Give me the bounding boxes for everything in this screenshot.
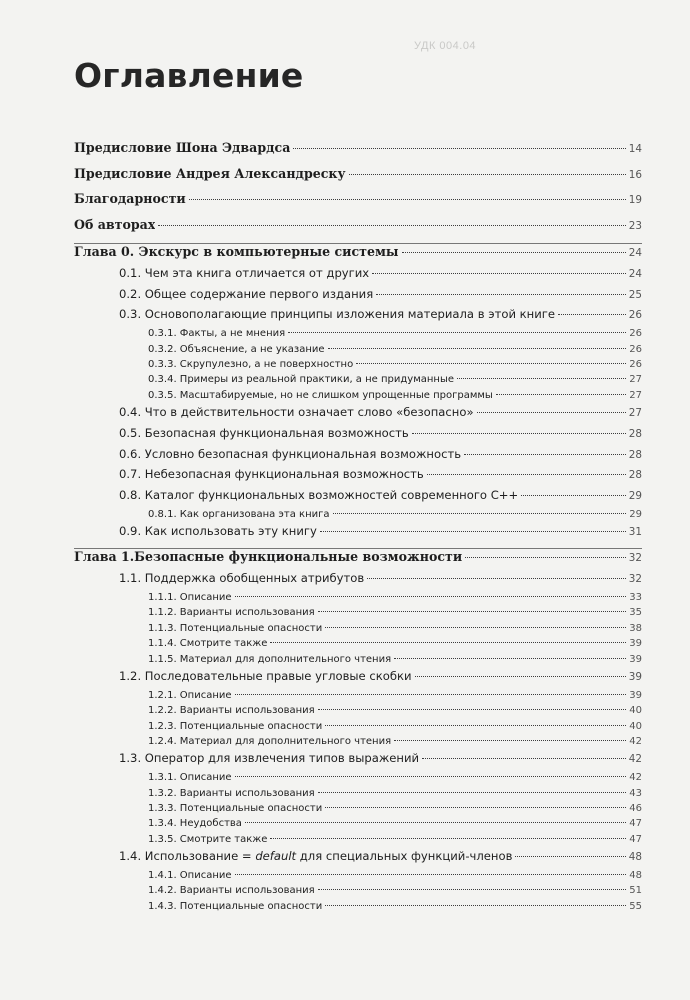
toc-subsection-entry[interactable] <box>74 374 642 389</box>
toc-page-number: 28 <box>628 427 642 440</box>
toc-entry-text: 1.1.4. Смотрите также <box>148 638 268 650</box>
toc-subsection-entry[interactable] <box>74 623 642 638</box>
toc-page-number: 33 <box>629 592 642 604</box>
toc-subsection-entry[interactable] <box>74 607 642 622</box>
toc-page-number: 27 <box>629 374 642 386</box>
toc-page-number: 42 <box>629 772 642 784</box>
toc-page-number: 46 <box>629 802 642 814</box>
toc-page-number: 19 <box>628 194 642 207</box>
toc-entry-text: 0.3.2. Объяснение, а не указание <box>148 343 325 355</box>
leader-dots <box>349 174 626 175</box>
toc-section-entry[interactable] <box>74 447 642 468</box>
leader-dots <box>394 658 626 659</box>
toc-entry-text: 1.1.1. Описание <box>148 592 232 604</box>
toc-subsection-entry[interactable] <box>74 721 642 736</box>
leader-dots <box>402 252 626 253</box>
leader-dots <box>318 709 627 710</box>
chapter-0-items <box>74 266 642 546</box>
toc-entry-text <box>119 849 512 863</box>
toc-page-number: 26 <box>628 309 642 322</box>
toc-entry-text-part: 1.4. Использование = <box>119 849 256 864</box>
toc-subsection-entry[interactable] <box>74 509 642 524</box>
toc-section-entry[interactable] <box>74 524 642 545</box>
toc-entry-text: 0.4. Что в действительности означает слово «безопасно» <box>119 405 474 420</box>
toc-page-number: 28 <box>628 469 642 482</box>
leader-dots <box>245 822 626 823</box>
toc-entry-text: 0.6. Условно безопасная функциональная возможность <box>119 446 462 461</box>
toc-page-number: 48 <box>629 869 642 881</box>
toc-subsection-entry[interactable] <box>74 690 642 705</box>
leader-dots <box>427 474 626 475</box>
leader-dots <box>394 740 626 741</box>
toc-page-number: 29 <box>629 509 642 521</box>
toc-entry-text: 1.1. Поддержка обобщенных атрибутов <box>119 571 365 586</box>
leader-dots <box>325 725 626 726</box>
toc-entry-text: 1.4.2. Варианты использования <box>148 885 315 897</box>
toc-entry-text: 1.3.4. Неудобства <box>148 818 242 830</box>
toc-page-number: 35 <box>629 607 642 619</box>
toc-page-number: 38 <box>629 622 642 634</box>
leader-dots <box>270 838 626 839</box>
toc-page-number: 26 <box>629 343 642 355</box>
leader-dots <box>464 454 626 455</box>
toc-entry-text: 0.8.1. Как организована эта книга <box>148 509 330 521</box>
toc-entry-text: 0.8. Каталог функциональных возможностей современного C++ <box>119 488 519 503</box>
toc-section-entry[interactable] <box>74 467 642 488</box>
toc-subsection-entry[interactable] <box>74 328 642 343</box>
leader-dots <box>318 889 627 890</box>
toc-page-number: 51 <box>629 885 642 897</box>
toc-page-number: 27 <box>629 389 642 401</box>
toc-page-number: 39 <box>628 671 642 684</box>
toc-subsection-entry[interactable] <box>74 901 642 916</box>
toc-chapter-heading[interactable] <box>74 549 642 571</box>
toc-page-number: 39 <box>629 638 642 650</box>
toc-entry-text: 1.3.3. Потенциальные опасности <box>148 802 323 814</box>
leader-dots <box>235 776 627 777</box>
toc-subsection-entry[interactable] <box>74 638 642 653</box>
toc-section-entry[interactable] <box>74 488 642 509</box>
toc-section-entry[interactable] <box>74 405 642 426</box>
toc-section-entry[interactable] <box>74 266 642 287</box>
leader-dots <box>320 531 626 532</box>
toc-entry-text: 1.3. Оператор для извлечения типов выражений <box>119 751 420 766</box>
toc-entry-text: 1.2.1. Описание <box>148 689 232 701</box>
toc-entry-text: 1.2. Последовательные правые угловые скобки <box>119 669 412 684</box>
leader-dots <box>235 694 627 695</box>
toc-entry-text: 1.3.2. Варианты использования <box>148 787 315 799</box>
leader-dots <box>558 314 626 315</box>
toc-entry-text: Благодарности <box>74 191 186 207</box>
toc-entry-text: 1.3.5. Смотрите также <box>148 833 268 845</box>
page-title: Оглавление <box>74 56 304 95</box>
toc-entry-text: Предисловие Андрея Александреску <box>74 165 346 181</box>
toc-entry-text: Предисловие Шона Эдвардса <box>74 140 291 155</box>
toc-page-number: 23 <box>628 220 642 233</box>
toc-entry-text: 1.3.1. Описание <box>148 772 232 784</box>
toc-page-number: 32 <box>628 552 642 565</box>
toc-section-entry[interactable] <box>74 669 642 690</box>
toc-entry-text: 1.4.3. Потенциальные опасности <box>148 900 323 912</box>
toc-entry-text: 0.3.3. Скрупулезно, а не поверхностно <box>148 358 354 370</box>
toc-entry-text: 1.1.2. Варианты использования <box>148 607 315 619</box>
table-of-contents <box>74 140 642 916</box>
toc-entry-italic-term: default <box>255 849 297 864</box>
toc-page-number: 24 <box>628 267 642 280</box>
toc-page-number: 14 <box>628 143 642 155</box>
toc-entry-text: 0.7. Небезопасная функциональная возможность <box>119 467 424 482</box>
leader-dots <box>189 199 626 200</box>
toc-subsection-entry[interactable] <box>74 344 642 359</box>
toc-subsection-entry[interactable] <box>74 654 642 669</box>
toc-entry-front-matter[interactable] <box>74 140 642 166</box>
toc-subsection-entry[interactable] <box>74 818 642 833</box>
toc-subsection-entry[interactable] <box>74 788 642 803</box>
toc-page-number: 25 <box>628 288 642 301</box>
faint-header-udk: УДК 004.04 <box>414 40 477 52</box>
toc-page-number: 39 <box>629 689 642 701</box>
toc-section-entry[interactable] <box>74 571 642 592</box>
toc-entry-text: 0.5. Безопасная функциональная возможность <box>119 425 409 440</box>
toc-entry-text: 1.1.3. Потенциальные опасности <box>148 622 323 634</box>
toc-entry-text: 0.3.5. Масштабируемые, но не слишком упрощенные программы <box>148 389 493 401</box>
toc-entry-front-matter[interactable] <box>74 166 642 192</box>
leader-dots <box>235 596 627 597</box>
toc-subsection-entry[interactable] <box>74 359 642 374</box>
leader-dots <box>318 611 627 612</box>
toc-section-entry[interactable] <box>74 751 642 772</box>
toc-page-number: 32 <box>628 573 642 586</box>
leader-dots <box>328 348 627 349</box>
toc-entry-text: 0.3. Основополагающие принципы изложения материала в этой книге <box>119 307 556 322</box>
leader-dots <box>372 273 626 274</box>
leader-dots <box>496 394 626 395</box>
toc-subsection-entry[interactable] <box>74 736 642 751</box>
toc-subsection-entry[interactable] <box>74 803 642 818</box>
toc-subsection-entry[interactable] <box>74 390 642 405</box>
leader-dots <box>415 676 626 677</box>
toc-subsection-entry[interactable] <box>74 772 642 787</box>
toc-entry-text: 1.4.1. Описание <box>148 869 232 881</box>
toc-page-number: 40 <box>629 720 642 732</box>
toc-page-number: 27 <box>628 407 642 420</box>
toc-entry-text: 0.9. Как использовать эту книгу <box>119 524 317 539</box>
toc-page-number: 28 <box>628 448 642 461</box>
toc-chapter-text: Глава 1.Безопасные функциональные возможности <box>74 549 463 565</box>
toc-page-number: 16 <box>628 168 642 181</box>
toc-section-entry[interactable] <box>74 307 642 328</box>
leader-dots <box>158 225 625 226</box>
leader-dots <box>333 513 627 514</box>
leader-dots <box>465 557 626 558</box>
toc-page-number: 29 <box>628 490 642 503</box>
toc-entry-text: 0.1. Чем эта книга отличается от других <box>119 265 370 280</box>
toc-page-number: 26 <box>629 328 642 340</box>
toc-page-number: 24 <box>628 246 642 259</box>
toc-page-number: 43 <box>629 787 642 799</box>
leader-dots <box>325 627 626 628</box>
toc-entry-text: 0.3.1. Факты, а не мнения <box>148 328 286 340</box>
toc-section-entry[interactable] <box>74 426 642 447</box>
toc-page-number: 55 <box>629 900 642 912</box>
leader-dots <box>356 363 626 364</box>
toc-page-number: 40 <box>629 705 642 717</box>
toc-entry-text: 1.2.4. Материал для дополнительного чтения <box>148 735 392 747</box>
toc-entry-text: Об авторах <box>74 217 156 233</box>
leader-dots <box>325 807 626 808</box>
toc-entry-text: 0.2. Общее содержание первого издания <box>119 286 374 301</box>
toc-entry-front-matter[interactable] <box>74 191 642 217</box>
chapter-1-items <box>74 571 642 916</box>
toc-chapter-text: Глава 0. Экскурс в компьютерные системы <box>74 243 399 259</box>
leader-dots <box>477 412 626 413</box>
toc-page-number: 42 <box>629 735 642 747</box>
toc-page-number: 31 <box>628 526 642 539</box>
toc-subsection-entry[interactable] <box>74 870 642 885</box>
toc-entry-text: 1.2.2. Варианты использования <box>148 705 315 717</box>
toc-entry-text: 1.1.5. Материал для дополнительного чтения <box>148 653 392 665</box>
toc-entry-text-part: для специальных функций-членов <box>296 849 513 864</box>
toc-page-number: 47 <box>629 818 642 830</box>
leader-dots <box>521 495 626 496</box>
toc-entry-text: 1.2.3. Потенциальные опасности <box>148 720 323 732</box>
leader-dots <box>293 148 625 149</box>
toc-subsection-entry[interactable] <box>74 834 642 849</box>
toc-subsection-entry[interactable] <box>74 885 642 900</box>
leader-dots <box>318 792 627 793</box>
leader-dots <box>515 856 625 857</box>
leader-dots <box>457 378 626 379</box>
toc-page-number: 47 <box>629 833 642 845</box>
toc-subsection-entry[interactable] <box>74 592 642 607</box>
leader-dots <box>270 642 626 643</box>
toc-page-number: 42 <box>628 753 642 766</box>
toc-page-number: 39 <box>629 653 642 665</box>
leader-dots <box>376 294 626 295</box>
leader-dots <box>235 874 627 875</box>
toc-subsection-entry[interactable] <box>74 705 642 720</box>
toc-section-entry[interactable] <box>74 849 642 870</box>
leader-dots <box>422 758 626 759</box>
leader-dots <box>367 578 626 579</box>
toc-page-number: 48 <box>628 851 642 864</box>
leader-dots <box>325 905 626 906</box>
leader-dots <box>288 332 626 333</box>
toc-section-entry[interactable] <box>74 287 642 308</box>
toc-page-number: 26 <box>629 358 642 370</box>
toc-entry-text: 0.3.4. Примеры из реальной практики, а не придуманные <box>148 374 454 386</box>
leader-dots <box>412 433 626 434</box>
toc-entry-front-matter[interactable] <box>74 217 642 243</box>
toc-chapter-heading[interactable] <box>74 244 642 266</box>
